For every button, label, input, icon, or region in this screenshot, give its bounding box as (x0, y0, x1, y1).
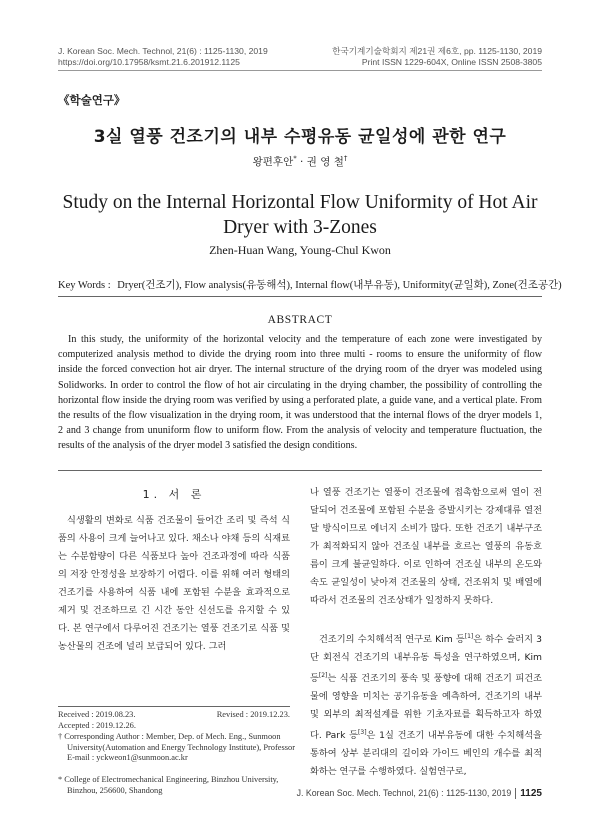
title-korean: 3실 열풍 건조기의 내부 수평유동 균일성에 관한 연구 (93, 127, 507, 147)
para-text: 은 하수 슬러지 3단 회전식 건조기의 내부유동 특성을 연구하였으며, Kim 등 (310, 634, 543, 685)
keywords (58, 277, 562, 292)
author-separator: · (296, 156, 307, 168)
doi-link[interactable]: https://doi.org/10.17958/ksmt.21.6.201912.1125 (58, 57, 240, 67)
footer-citation: J. Korean Soc. Mech. Technol, 21(6) : 1125-1130, 2019 (296, 788, 512, 798)
page-footer (297, 788, 542, 799)
citation-ref[interactable]: [2] (318, 672, 328, 680)
title-english: Study on the Internal Horizontal Flow Uniformity of Hot Air Dryer with 3-Zones (62, 192, 538, 238)
intro-right-paragraph-2 (310, 628, 542, 781)
footnote-affiliation: * College of Electromechanical Engineering, Binzhou University, Binzhou, 256600, Shandong (58, 775, 279, 795)
page-number: 1125 (515, 788, 542, 799)
footnote-corresponding-author: † Corresponding Author : Member, Dep. of Mech. Eng., Sunmoon University(Automation and Energy Technology Institute), Professor E-mail : yckweon1@sunmoon.ac.kr (58, 732, 295, 763)
revised-date: Revised : 2019.12.23. (216, 710, 290, 719)
issn-line: Print ISSN 1229-604X, Online ISSN 2508-3805 (361, 57, 542, 67)
section-heading-intro: 1. 서 론 (142, 488, 206, 501)
keywords-label: Key Words : (58, 280, 111, 291)
footnote-received (58, 710, 290, 721)
authors-english: Zhen-Huan Wang, Young-Chul Kwon (209, 243, 391, 257)
journal-citation: J. Korean Soc. Mech. Technol, 21(6) : 1125-1130, 2019 (58, 46, 268, 56)
para-text: 건조기의 수치해석적 연구로 Kim 등 (319, 634, 465, 646)
para-text: 은 1실 건조기 내부유동에 대한 수치해석을 통하여 상부 분리대의 길이와 가이드 베인의 개수를 최적화하는 연구를 수행하였다. 실험연구로, (310, 730, 542, 778)
received-date: Received : 2019.08.23. (58, 710, 136, 719)
intro-right-paragraph-1: 나 열풍 건조기는 열풍이 건조물에 접촉함으로써 열이 전달되어 건조물에 포함된 수분을 증발시키는 강제대류 열전달 방식이므로 에너지 소비가 많다. 또한 건조기 내부구조가 최적화되지 않아 건조실 내부를 흐르는 열풍의 유동흐름이 크게 불균일하다. 이로 인하여 건조실 내부의 온도와 속도 균일성이 낮아져 건조물의 상태, 건조위치 및 배열에 따라서 건조물의 건조상태가 일정하지 못하다. (310, 487, 542, 606)
para-text: 는 식품 건조기의 풍속 및 풍향에 대해 건조기 피건조물에 영향을 미치는 공기유동을 예측하여, 건조기의 내부 및 외부의 최적설계를 위한 기초자료를 획득하고자 하였다. Park 등 (310, 673, 542, 742)
footnote-divider (58, 706, 290, 707)
author-1: 왕편후안 (252, 156, 294, 168)
author-2-mark: † (343, 154, 348, 163)
keywords-text: Dryer(건조기), Flow analysis(유동해석), Internal flow(내부유동), Uniformity(균일화), Zone(건조공간) (117, 280, 562, 291)
header-divider (58, 70, 542, 71)
journal-citation-ko: 한국기계기술학회지 제21권 제6호, pp. 1125-1130, 2019 (332, 46, 542, 56)
keywords-divider (58, 296, 542, 297)
abstract-divider (58, 470, 542, 471)
footnote-accepted: Accepted : 2019.12.26. (58, 721, 136, 730)
citation-ref[interactable]: [3] (358, 729, 367, 737)
header-left (58, 46, 268, 68)
abstract-heading: ABSTRACT (267, 314, 333, 326)
section-tag: 《학술연구》 (58, 93, 126, 107)
header-right (332, 46, 542, 68)
author-1-mark: * (293, 154, 297, 163)
citation-ref[interactable]: [1] (464, 633, 474, 640)
authors-korean (0, 154, 600, 169)
author-2: 권 영 철 (306, 156, 344, 168)
intro-left-paragraph: 식생활의 변화로 식품 건조물이 들어간 조리 및 즉석 식품의 사용이 크게 늘어나고 있다. 채소나 야채 등의 식재료는 수분함량이 다른 식품보다 높아 건조과정에 따라 식품의 저장 안정성을 보장하기 어렵다. 이를 위해 여러 형태의 건조기를 사용하여 식품 내에 포함된 수분을 효과적으로 제거 및 건조하므로 긴 시간 동안 신선도를 유지할 수 있다. 본 연구에서 다루어진 건조기는 열풍 건조기로 식품 및 농산물의 건조에 널리 보급되어 있다. 그러 (58, 515, 290, 652)
abstract-text: In this study, the uniformity of the horizontal velocity and the temperature of each zone were investigated by computerized analysis method to divide the drying room into three multi - rooms to ensure the uniformity of flow inside the forced convection hot air dryer. The internal structure of the drying room of the dryer was modeled using Solidworks. In order to control the flow of hot air circulating in the drying chamber, the possibility of controlling the horizontal flow inside the drying room was verified by using a perforated plate, a guide vane, and a vertical plate. From the results of the flow visualization in the drying room, it was understood that the internal flows of the dryer models 1, 2 and 3 change from ununiform flow to uniform flow. From the analysis of velocity and temperature fluctuation, the results of the analysis of the dryer model 3 satisfied the design conditions. (58, 334, 542, 452)
